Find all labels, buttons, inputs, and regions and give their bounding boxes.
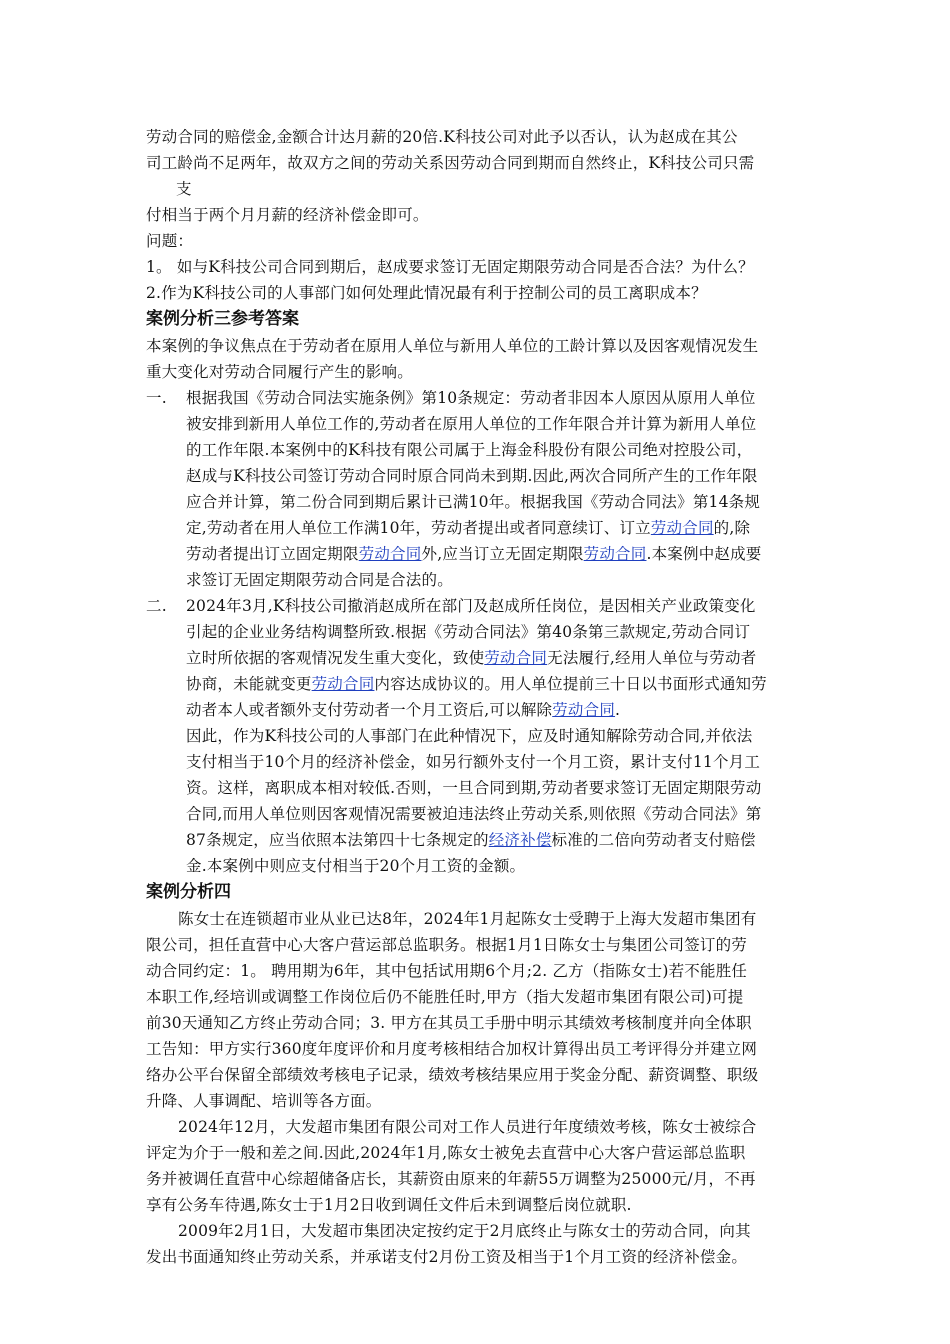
item-line (146, 697, 810, 723)
item-line: 因此，作为K科技公司的人事部门在此种情况下，应及时通知解除劳动合同,并依法 (186, 727, 753, 745)
document-page (146, 124, 810, 1270)
labor-contract-link[interactable]: 劳动合同 (583, 545, 647, 563)
paragraph-line: 动合同约定：1。 聘用期为6年，其中包括试用期6个月;2. 乙方（指陈女士)若不能胜任 (146, 962, 748, 980)
item-text: 87条规定，应当依照本法第四十七条规定的 (186, 831, 489, 849)
item-line (146, 827, 810, 853)
item-text: 外,应当订立无固定期限 (421, 545, 584, 563)
item-text: 定,劳动者在用人单位工作满10年，劳动者提出或者同意续订、订立 (186, 519, 651, 537)
item-line: 支付相当于10个月的经济补偿金，如另行额外支付一个月工资，累计支付11个月工 (186, 753, 761, 771)
paragraph-line: 络办公平台保留全部绩效考核电子记录，绩效考核结果应用于奖金分配、薪资调整、职级 (146, 1066, 759, 1084)
economic-compensation-link[interactable]: 经济补偿 (488, 831, 552, 849)
paragraph-line: 2009年2月1日，大发超市集团决定按约定于2月底终止与陈女士的劳动合同，向其 (178, 1222, 751, 1240)
section-heading-case3-answer: 案例分析三参考答案 (146, 309, 299, 329)
question-label: 问题： (146, 232, 194, 250)
text-line: 支 (176, 180, 192, 198)
paragraph-line: 享有公务车待遇,陈女士于1月2日收到调任文件后未到调整后岗位就职. (146, 1196, 632, 1214)
question-1: 1。 如与K科技公司合同到期后，赵成要求签订无固定期限劳动合同是否合法？为什么？ (146, 258, 754, 276)
item-line (146, 593, 810, 619)
labor-contract-link[interactable]: 劳动合同 (650, 519, 714, 537)
item-line: 被安排到新用人单位工作的,劳动者在原用人单位的工作年限合并计算为新用人单位 (186, 415, 757, 433)
case4-paragraph-3 (146, 1218, 810, 1270)
item-line: 合同,而用人单位则因客观情况需要被迫违法终止劳动关系,则依照《劳动合同法》第 (186, 805, 762, 823)
intro-line: 重大变化对劳动合同履行产生的影响。 (146, 363, 413, 381)
item-text: 协商，未能就变更 (186, 675, 312, 693)
item-line (146, 515, 810, 541)
item-text: .本案例中赵成要 (646, 545, 762, 563)
section-heading-case4: 案例分析四 (146, 882, 231, 902)
case4-paragraph-2 (146, 1114, 810, 1218)
item-line: 求签订无固定期限劳动合同是合法的。 (186, 571, 453, 589)
item-text: 劳动者提出订立固定期限 (186, 545, 359, 563)
text-line: 司工龄尚不足两年，故双方之间的劳动关系因劳动合同到期而自然终止，K科技公司只需 (146, 154, 755, 172)
item-line: 的工作年限.本案例中的K科技有限公司属于上海金科股份有限公司绝对控股公司， (186, 441, 753, 459)
answer-item-1 (146, 385, 810, 593)
labor-contract-link[interactable]: 劳动合同 (552, 701, 616, 719)
item-marker: 二. (146, 597, 167, 615)
paragraph-line: 务并被调任直营中心综超储备店长，其薪资由原来的年薪55万调整为25000元/月，不再 (146, 1170, 756, 1188)
text-line: 付相当于两个月月薪的经济补偿金即可。 (146, 206, 429, 224)
item-text: 2024年3月,K科技公司撤消赵成所在部门及赵成所任岗位，是因相关产业政策变化 (186, 597, 756, 615)
item-text: 内容达成协议的。用人单位提前三十日以书面形式通知劳 (374, 675, 767, 693)
paragraph-line: 工告知：甲方实行360度年度评价和月度考核相结合加权计算得出员工考评得分并建立网 (146, 1040, 758, 1058)
labor-contract-link[interactable]: 劳动合同 (358, 545, 422, 563)
paragraph-line: 前30天通知乙方终止劳动合同；3. 甲方在其员工手册中明示其绩效考核制度并向全体职 (146, 1014, 752, 1032)
answer-item-2 (146, 593, 810, 879)
paragraph-line: 2024年12月，大发超市集团有限公司对工作人员进行年度绩效考核，陈女士被综合 (178, 1118, 757, 1136)
item-text: 动者本人或者额外支付劳动者一个月工资后,可以解除 (186, 701, 553, 719)
item-text: 的,除 (713, 519, 751, 537)
paragraph-line: 升降、人事调配、培训等各方面。 (146, 1092, 382, 1110)
item-line (146, 385, 810, 411)
labor-contract-link[interactable]: 劳动合同 (484, 649, 548, 667)
item-text: 根据我国《劳动合同法实施条例》第10条规定：劳动者非因本人原因从原用人单位 (186, 389, 756, 407)
item-text: 立时所依据的客观情况发生重大变化，致使 (186, 649, 485, 667)
item-line: 资。这样，离职成本相对较低.否则，一旦合同到期,劳动者要求签订无固定期限劳动 (186, 779, 762, 797)
question-2: 2.作为K科技公司的人事部门如何处理此情况最有利于控制公司的员工离职成本？ (146, 284, 707, 302)
item-text: . (615, 701, 621, 719)
paragraph-line: 限公司，担任直营中心大客户营运部总监职务。根据1月1日陈女士与集团公司签订的劳 (146, 936, 748, 954)
item-marker: 一. (146, 389, 167, 407)
text-line: 劳动合同的赔偿金,金额合计达月薪的20倍.K科技公司对此予以否认，认为赵成在其公 (146, 128, 738, 146)
labor-contract-link[interactable]: 劳动合同 (311, 675, 375, 693)
item-line: 应合并计算，第二份合同到期后累计已满10年。根据我国《劳动合同法》第14条规 (186, 493, 761, 511)
paragraph-line: 评定为介于一般和差之间.因此,2024年1月,陈女士被免去直营中心大客户营运部总监职 (146, 1144, 746, 1162)
item-text: 无法履行,经用人单位与劳动者 (547, 649, 757, 667)
paragraph-line: 发出书面通知终止劳动关系，并承诺支付2月份工资及相当于1个月工资的经济补偿金。 (146, 1248, 748, 1266)
item-line (146, 671, 810, 697)
item-line: 赵成与K科技公司签订劳动合同时原合同尚未到期.因此,两次合同所产生的工作年限 (186, 467, 758, 485)
item-line (146, 645, 810, 671)
paragraph-line: 陈女士在连锁超市业从业已达8年，2024年1月起陈女士受聘于上海大发超市集团有 (178, 910, 757, 928)
item-text: 标准的二倍向劳动者支付赔偿 (551, 831, 756, 849)
case4-paragraph-1 (146, 906, 810, 1114)
paragraph-line: 本职工作,经培训或调整工作岗位后仍不能胜任时,甲方（指大发超市集团有限公司)可提 (146, 988, 744, 1006)
intro-line: 本案例的争议焦点在于劳动者在原用人单位与新用人单位的工龄计算以及因客观情况发生 (146, 337, 759, 355)
item-line: 金.本案例中则应支付相当于20个月工资的金额。 (186, 857, 526, 875)
item-line (146, 541, 810, 567)
item-line: 引起的企业业务结构调整所致.根据《劳动合同法》第40条第三款规定,劳动合同订 (186, 623, 751, 641)
